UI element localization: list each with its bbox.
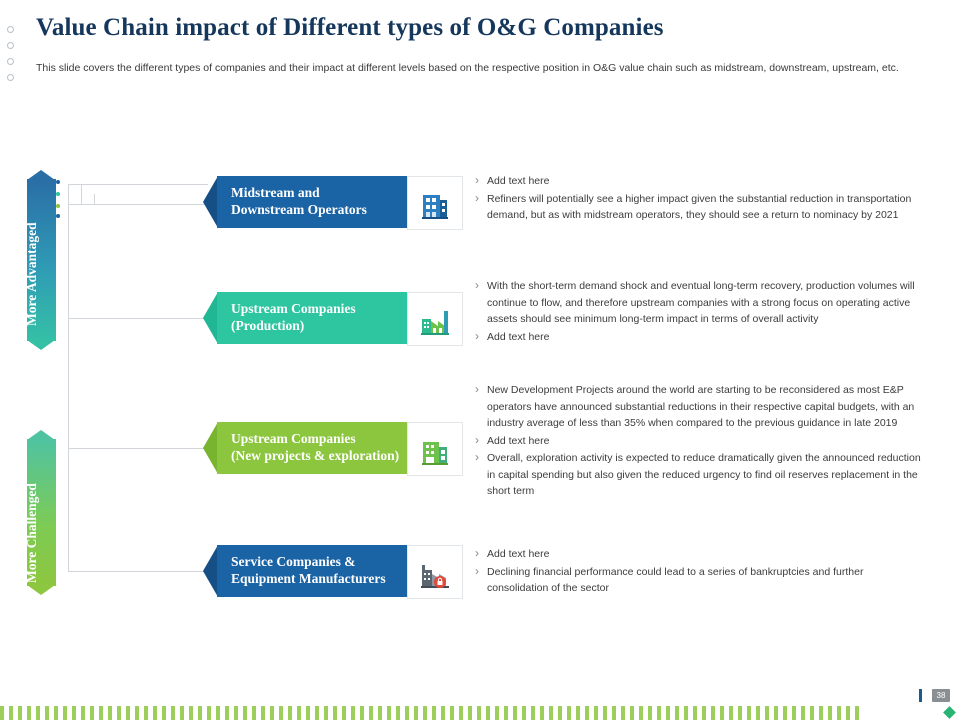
footer-dash xyxy=(855,706,859,720)
footer-dash xyxy=(576,706,580,720)
footer-dash xyxy=(477,706,481,720)
footer-dash xyxy=(387,706,391,720)
footer-dash xyxy=(729,706,733,720)
footer-dash xyxy=(549,706,553,720)
footer-dash xyxy=(459,706,463,720)
footer-dash xyxy=(657,706,661,720)
footer-dash xyxy=(135,706,139,720)
footer-dash xyxy=(216,706,220,720)
footer-dash xyxy=(567,706,571,720)
footer-dash xyxy=(27,706,31,720)
row-title xyxy=(231,553,411,587)
footer-dash xyxy=(162,706,166,720)
footer-dash xyxy=(837,706,841,720)
pill-arrow xyxy=(203,545,218,597)
connector-horizontal-row4 xyxy=(68,448,208,449)
footer-dash xyxy=(189,706,193,720)
footer-dash xyxy=(18,706,22,720)
footer-dash xyxy=(531,706,535,720)
footer-dash xyxy=(423,706,427,720)
footer-dash xyxy=(396,706,400,720)
footer-dash xyxy=(702,706,706,720)
footer-dash xyxy=(414,706,418,720)
connector-horizontal-row3 xyxy=(68,318,208,319)
footer-dash xyxy=(234,706,238,720)
footer-dash xyxy=(684,706,688,720)
footer-dash xyxy=(81,706,85,720)
row-title xyxy=(231,300,411,334)
bullet-item: › Add text here xyxy=(473,173,923,190)
footer-dash xyxy=(153,706,157,720)
connector-vertical-main xyxy=(68,184,69,572)
footer-dash xyxy=(360,706,364,720)
footer-dash xyxy=(279,706,283,720)
footer-dash xyxy=(405,706,409,720)
pill-arrow xyxy=(203,292,218,344)
connector-dot-green xyxy=(56,204,60,208)
footer-dash xyxy=(801,706,805,720)
row-bullets xyxy=(473,278,923,346)
bullet-item: › Declining financial performance could lead to a series of bankruptcies and further consolidation of the sector xyxy=(473,564,923,597)
refinery-plant-icon xyxy=(407,292,463,346)
bullet-item: › Add text here xyxy=(473,546,923,563)
footer-dash xyxy=(486,706,490,720)
row-bullets xyxy=(473,173,923,225)
pill-arrow xyxy=(203,176,218,228)
footer-dash xyxy=(810,706,814,720)
connector-dot-teal xyxy=(56,192,60,196)
rail-dot-group xyxy=(7,26,13,90)
footer-dash xyxy=(324,706,328,720)
footer-dash xyxy=(261,706,265,720)
footer-dash xyxy=(297,706,301,720)
footer-dash xyxy=(783,706,787,720)
rail-dot xyxy=(7,58,14,65)
footer-dash xyxy=(621,706,625,720)
row-label-pill[interactable] xyxy=(203,422,461,474)
footer-dash xyxy=(558,706,562,720)
footer-dash xyxy=(243,706,247,720)
header-divider xyxy=(36,104,924,105)
page-number-badge: 38 xyxy=(932,689,950,702)
footer-dash xyxy=(756,706,760,720)
footer-dash xyxy=(63,706,67,720)
footer-dash xyxy=(675,706,679,720)
footer-dash xyxy=(603,706,607,720)
bullet-item: › Overall, exploration activity is expected to reduce dramatically given the announced reduction in capital spending but also given the reduced urgency to find oil reserves replacement in the short term xyxy=(473,450,923,500)
rail-dot xyxy=(7,74,14,81)
footer-dash xyxy=(711,706,715,720)
footer-dash xyxy=(351,706,355,720)
connector-dot-blue xyxy=(56,180,60,184)
footer-dash xyxy=(225,706,229,720)
footer-dash xyxy=(513,706,517,720)
row-title-line2: (Production) xyxy=(231,318,305,333)
footer-dash xyxy=(36,706,40,720)
bullet-item: › Add text here xyxy=(473,433,923,450)
bullet-item: › New Development Projects around the world are starting to be reconsidered as most E&P operators have announced substantial reductions in their respective capital budgets, with an industry average of less than 35% when compared to the previous guidance in late 2019 xyxy=(473,382,923,432)
footer-dash xyxy=(594,706,598,720)
footer-dash xyxy=(315,706,319,720)
footer-dash xyxy=(504,706,508,720)
footer-dash xyxy=(747,706,751,720)
footer-dash xyxy=(90,706,94,720)
page-subtitle: This slide covers the different types of companies and their impact at different levels based on the respective position in O&G value chain such as midstream, downstream, upstream, etc. xyxy=(36,62,899,74)
footer-dash xyxy=(630,706,634,720)
footer-dash xyxy=(117,706,121,720)
connector-horizontal-row5 xyxy=(68,571,208,572)
footer-dash xyxy=(369,706,373,720)
pill-arrow xyxy=(203,422,218,474)
footer-dash xyxy=(666,706,670,720)
footer-dash xyxy=(432,706,436,720)
footer-dash xyxy=(333,706,337,720)
connector-horizontal-row2 xyxy=(68,204,208,205)
footer-dash xyxy=(828,706,832,720)
footer-dash xyxy=(171,706,175,720)
footer-dash xyxy=(270,706,274,720)
footer-dash xyxy=(495,706,499,720)
footer-dash xyxy=(441,706,445,720)
row-title-line2: Equipment Manufacturers xyxy=(231,571,386,586)
more-challenged-label: More Challenged xyxy=(24,483,39,583)
footer-dash xyxy=(378,706,382,720)
footer-dash xyxy=(108,706,112,720)
row-bullets xyxy=(473,382,923,501)
footer-dash xyxy=(207,706,211,720)
left-rail xyxy=(0,0,18,720)
footer-dash xyxy=(45,706,49,720)
row-title-line2: Downstream Operators xyxy=(231,202,367,217)
rail-dot xyxy=(7,42,14,49)
footer-dash xyxy=(450,706,454,720)
row-title xyxy=(231,184,411,218)
footer-dash xyxy=(738,706,742,720)
footer-dash xyxy=(846,706,850,720)
connector-vertical-secondary xyxy=(81,184,82,204)
more-advantaged-label: More Advantaged xyxy=(24,222,39,326)
footer-tick-mark xyxy=(919,689,922,702)
footer-dash xyxy=(0,706,4,720)
footer-dash-strip xyxy=(0,706,880,720)
bullet-item: › With the short-term demand shock and eventual long-term recovery, production volumes will continue to flow, and therefore upstream companies with a strong focus on operating active assets should see minimum long-term impact in terms of overall activity xyxy=(473,278,923,328)
footer-dash xyxy=(180,706,184,720)
footer-dash xyxy=(9,706,13,720)
row-title-line1: Upstream Companies xyxy=(231,301,356,316)
footer-dash xyxy=(126,706,130,720)
footer-dash xyxy=(639,706,643,720)
footer-dash xyxy=(72,706,76,720)
footer-dash xyxy=(819,706,823,720)
row-title-line1: Service Companies & xyxy=(231,554,356,569)
footer-dash xyxy=(693,706,697,720)
footer-dash xyxy=(792,706,796,720)
footer-dash xyxy=(99,706,103,720)
footer-dash xyxy=(468,706,472,720)
axis-arrow-bottom xyxy=(27,585,55,595)
footer-dash xyxy=(144,706,148,720)
footer-dash xyxy=(198,706,202,720)
footer-dash xyxy=(585,706,589,720)
footer-dash xyxy=(288,706,292,720)
page-title: Value Chain impact of Different types of O&G Companies xyxy=(36,14,664,41)
footer-dash xyxy=(765,706,769,720)
footer-dash xyxy=(720,706,724,720)
footer-dash xyxy=(648,706,652,720)
row-title-line2: (New projects & exploration) xyxy=(231,448,400,463)
factory-lock-icon xyxy=(407,545,463,599)
row-title-line1: Midstream and xyxy=(231,185,320,200)
bullet-item: › Add text here xyxy=(473,329,923,346)
row-label-pill[interactable] xyxy=(203,292,461,344)
row-bullets xyxy=(473,546,923,598)
row-label-pill[interactable] xyxy=(203,545,461,597)
footer-dash xyxy=(540,706,544,720)
connector-horizontal-row1 xyxy=(68,184,208,185)
footer-dash xyxy=(252,706,256,720)
footer-dash xyxy=(342,706,346,720)
row-title xyxy=(231,430,411,464)
footer-dash xyxy=(522,706,526,720)
connector-dot-navy xyxy=(56,214,60,218)
rail-dot xyxy=(7,26,14,33)
oil-pump-icon xyxy=(407,422,463,476)
footer-dash xyxy=(54,706,58,720)
footer-dash xyxy=(612,706,616,720)
bullet-item: › Refiners will potentially see a higher impact given the substantial reduction in transportation demand, but as with midstream operators, they should see a return to nominacy by 2021 xyxy=(473,191,923,224)
connector-vertical-third xyxy=(94,194,95,204)
row-title-line1: Upstream Companies xyxy=(231,431,356,446)
axis-arrow-bottom xyxy=(27,340,55,350)
factory-building-icon xyxy=(407,176,463,230)
footer-dash xyxy=(306,706,310,720)
row-label-pill[interactable] xyxy=(203,176,461,228)
footer-dash xyxy=(774,706,778,720)
